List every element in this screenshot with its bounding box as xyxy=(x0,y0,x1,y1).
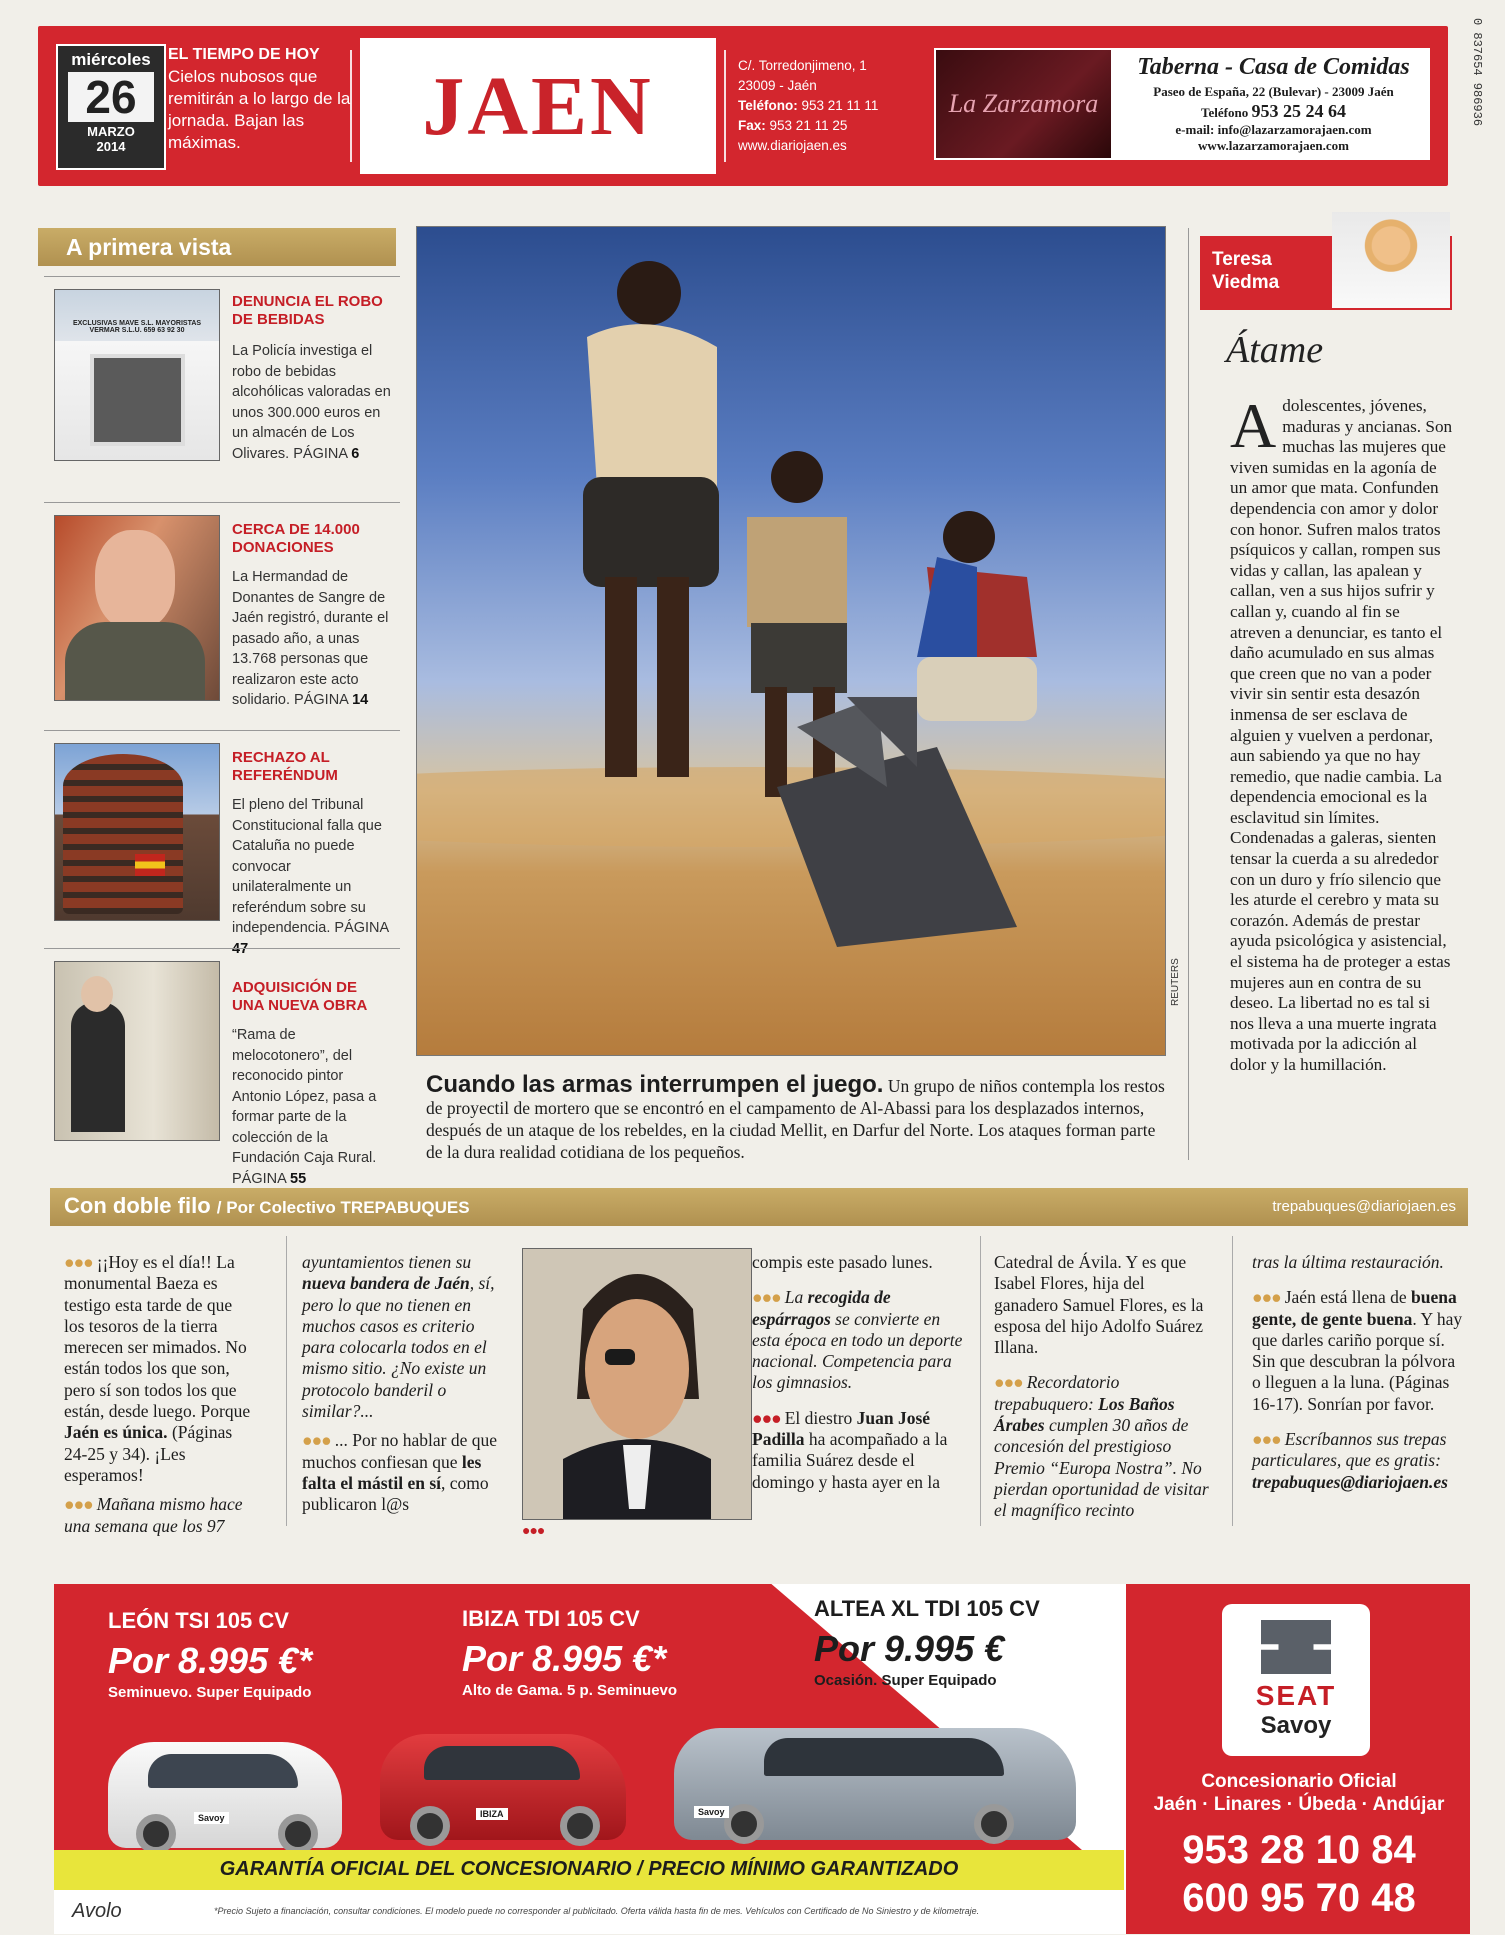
ad-footer xyxy=(54,1890,1124,1934)
paragraph-text: ... Por no hablar de que muchos confiesan que xyxy=(302,1430,498,1472)
photo-credit: REUTERS xyxy=(1170,958,1181,1006)
photo-dots xyxy=(522,1524,548,1540)
main-photo-darfur-children xyxy=(416,226,1166,1056)
teaser-body: El pleno del Tribunal Constitucional falla que Cataluña no puede convocar unilateralmente un referéndum sobre su independencia. PÁGINA xyxy=(232,797,389,936)
offer-model: LEÓN TSI 105 CV xyxy=(108,1608,289,1633)
trepabuques-column-1 xyxy=(64,1252,254,1537)
paragraph-bold: Juan José Padilla xyxy=(752,1407,931,1450)
paragraph-italic: , sí, pero lo que no tienen en muchos casos es criterio para colocarla todos en el mismo sitio. ¿No existe un protocolo banderil o similar?... xyxy=(302,1273,495,1422)
teaser-body: La Hermandad de Donantes de Sangre de Jaén registró, durante el pasado año, a unas 13.768 personas que realizaron este acto solidario. PÁGINA xyxy=(232,569,389,708)
portrait-illustration xyxy=(523,1249,751,1519)
seat-savoy-ad[interactable] xyxy=(54,1584,1470,1934)
column-divider xyxy=(1232,1236,1233,1526)
offer-price: Por 8.995 €* xyxy=(108,1640,313,1681)
paragraph-bold: recogida de espárragos xyxy=(752,1287,891,1329)
car-plate: IBIZA xyxy=(476,1808,508,1820)
author-photo xyxy=(1332,212,1450,308)
author-name: Teresa Viedma xyxy=(1212,249,1280,293)
paragraph-italic: Mañana mismo hace una semana que los 97 xyxy=(64,1494,243,1536)
lazarzamora-logo xyxy=(936,50,1111,158)
warehouse-photo xyxy=(54,289,220,461)
trepabuques-column-3 xyxy=(752,1252,964,1493)
dealer-phone-2[interactable]: 600 95 70 48 xyxy=(1182,1876,1416,1920)
trepabuques-column-5 xyxy=(1252,1252,1464,1493)
section-title-text: Con doble filo xyxy=(64,1193,211,1218)
taberna-email: e-mail: info@lazarzamorajaen.com xyxy=(1175,122,1372,137)
paragraph-text: Jaén está llena de xyxy=(1284,1287,1412,1308)
trepabuques-column-2 xyxy=(302,1252,508,1516)
taberna-title: Taberna - Casa de Comidas xyxy=(1137,54,1410,80)
contact-info xyxy=(738,56,958,156)
newspaper-logo: JAEN xyxy=(422,59,654,153)
teaser-title: RECHAZO AL REFERÉNDUM xyxy=(232,749,338,784)
teaser-item[interactable] xyxy=(44,276,400,502)
teaser-title: CERCA DE 14.000 DONACIONES xyxy=(232,521,360,556)
car-plate: Savoy xyxy=(694,1806,729,1818)
offer-sub: Alto de Gama. 5 p. Seminuevo xyxy=(462,1682,678,1699)
car-plate: Savoy xyxy=(194,1812,229,1824)
teaser-title: DENUNCIA EL ROBO DE BEBIDAS xyxy=(232,293,383,328)
children-illustration xyxy=(417,227,1165,1055)
donor-president-photo xyxy=(54,515,220,701)
teaser-body: “Rama de melocotonero”, del reconocido pintor Antonio López, pasa a formar parte de la colección de la Fundación Caja Rural. PÁGINA xyxy=(232,1027,377,1187)
offer-price: Por 9.995 € xyxy=(814,1628,1005,1669)
paragraph-italic: La xyxy=(784,1287,808,1308)
paragraph-italic: Escríbannos sus trepas particulares, que es gratis: xyxy=(1252,1429,1447,1471)
teaser-item[interactable] xyxy=(44,948,400,1187)
date-weekday: miércoles xyxy=(71,50,151,69)
seat-brand: SEAT xyxy=(1255,1680,1337,1711)
offer-altea xyxy=(814,1596,1040,1689)
weather-box xyxy=(168,46,378,154)
paragraph-italic: ayuntamientos tienen su xyxy=(302,1252,472,1272)
section-byline: / Por Colectivo TREPABUQUES xyxy=(216,1198,470,1217)
car-leon xyxy=(108,1742,342,1848)
bullet-dots: ●●● xyxy=(1252,1429,1281,1450)
address-line2: 23009 - Jaén xyxy=(738,78,817,93)
avolo-logo: Avolo xyxy=(72,1900,122,1922)
bullet-dots: ●●● xyxy=(64,1494,93,1515)
bullet-dots: ●●● xyxy=(752,1287,781,1308)
taberna-ad[interactable] xyxy=(934,48,1430,160)
teaser-page[interactable]: 55 xyxy=(290,1170,307,1187)
section-title xyxy=(64,1193,470,1219)
column-text: dolescentes, jóvenes, maduras y ancianas. Son muchas las mujeres que viven sumidas en la agonía de un amor que mata. Confunden dependencia con amor y dolor con honor. Sufren malos tratos psíquicos y callan, rompen sus vidas y callan, las apalean y callan, ven a sus hijos sufrir y callan y, cuando al fin se atreven a denunciar, es tanto el daño acumulado en sus almas que creen que no van a poder vivir sin sentir esta desazón inmensa de ser esclava de alguien y vuelven a perdonar, aun sabiendo ya que no hay remedio, que nadie cambia. La dependencia emocional es la esclavitud sin límites. Condenadas a galeras, sienten tensar la cuerda a su alrededor con un duro y frío silencio que les aturde el cerebro y mata su corazón. Además de prestar ayuda psicológica y asistencial, el sistema ha de proteger a estas mujeres aun en contra de su deseo. La libertad no es tal si nos lleva a una muerte ingrata motivada por la adicción al dolor y la humillación. xyxy=(1230,396,1453,1074)
section-header-a-primera-vista: A primera vista xyxy=(38,228,396,266)
paragraph-italic: se convierte en esta época en todo un deporte nacional. Competencia para los gimnasios. xyxy=(752,1308,963,1393)
bullet-dots: ●●● xyxy=(1252,1287,1281,1308)
guarantee-banner: GARANTÍA OFICIAL DEL CONCESIONARIO / PRECIO MÍNIMO GARANTIZADO xyxy=(54,1850,1124,1890)
paragraph-text: Catedral de Ávila. Y es que Isabel Flores, hija del ganadero Samuel Flores, es la esposa del hijo Adolfo Suárez Illana. xyxy=(994,1252,1204,1358)
ad-fine-print: *Precio Sujeto a financiación, consultar condiciones. El modelo puede no corresponder al publicitado. Oferta válida hasta fin de mes. Vehículos con Certificado de No Siniestro y de kilometraje. xyxy=(214,1906,980,1916)
painting-presentation-photo xyxy=(54,961,220,1141)
paragraph-text: El diestro xyxy=(784,1407,857,1428)
trepabuques-column-4 xyxy=(994,1252,1212,1522)
date-day: 26 xyxy=(68,72,154,122)
section-email[interactable]: trepabuques@diariojaen.es xyxy=(1272,1198,1456,1215)
bullet-dots: ●●● xyxy=(522,1524,545,1539)
offer-price: Por 8.995 €* xyxy=(462,1638,667,1679)
paragraph-text: , como publicaron l@s xyxy=(302,1472,489,1515)
paragraph-text: ha acompañado a la familia Suárez desde el domingo y hasta ayer en la xyxy=(752,1429,948,1492)
teaser-page[interactable]: 14 xyxy=(352,692,369,708)
paragraph-bold[interactable]: trepabuques@diariojaen.es xyxy=(1252,1471,1448,1492)
teaser-body: La Policía investiga el robo de bebidas alcohólicas valoradas en unos 300.000 euros en un almacén de Los Olivares. PÁGINA xyxy=(232,343,391,462)
lazarzamora-logo-text: La Zarzamora xyxy=(948,89,1099,118)
paragraph-text: compis este pasado lunes. xyxy=(752,1252,933,1272)
column-title: Átame xyxy=(1226,329,1324,371)
dealer-cities: Jaén · Linares · Úbeda · Andújar xyxy=(1153,1794,1445,1815)
offer-sub: Ocasión. Super Equipado xyxy=(814,1672,997,1689)
bullet-dots: ●●● xyxy=(302,1430,331,1451)
author-bar xyxy=(1200,236,1452,310)
caption-title: Cuando las armas interrumpen el juego. xyxy=(426,1071,884,1098)
seat-logo xyxy=(1222,1604,1370,1756)
masthead-divider xyxy=(724,50,726,162)
bullet-dots: ●●● xyxy=(752,1407,781,1428)
barcode-number: 0 837654 986936 xyxy=(1470,18,1484,127)
taberna-address: Paseo de España, 22 (Bulevar) - 23009 Jaén xyxy=(1153,84,1394,99)
taberna-phone: 953 25 24 64 xyxy=(1251,101,1346,121)
paragraph-bold: les falta el mástil en sí xyxy=(302,1451,482,1493)
paragraph-bold: Jaén es única. xyxy=(64,1422,168,1443)
column-divider xyxy=(286,1236,287,1526)
paragraph-bold: Los Baños Árabes xyxy=(994,1393,1175,1436)
offer-leon xyxy=(108,1608,312,1701)
bullet-dots: ●●● xyxy=(64,1252,93,1272)
teaser-page[interactable]: 6 xyxy=(351,445,360,462)
phone-label: Teléfono: xyxy=(738,98,798,113)
car-ibiza xyxy=(380,1734,626,1840)
paragraph-bold: buena gente, de gente buena xyxy=(1252,1287,1457,1329)
date-year: 2014 xyxy=(96,139,126,154)
date-box xyxy=(56,44,166,170)
paragraph-italic: tras la última restauración. xyxy=(1252,1252,1444,1272)
dealer-locations xyxy=(1126,1770,1470,1816)
phone-number: 953 21 11 11 xyxy=(801,98,879,113)
offer-model: ALTEA XL TDI 105 CV xyxy=(814,1596,1040,1621)
weather-text: Cielos nubosos que remitirán a lo largo de la jornada. Bajan las máximas. xyxy=(168,67,351,152)
warehouse-sign: EXCLUSIVAS MAVE S.L. MAYORISTAS VERMAR S.L.U. 659 63 92 30 xyxy=(72,320,202,334)
address-line1: C/. Torredonjimeno, 1 xyxy=(738,58,867,73)
dealer-name: Savoy xyxy=(1260,1712,1332,1739)
main-photo-caption xyxy=(426,1071,1176,1163)
dealer-phone-1[interactable]: 953 28 10 84 xyxy=(1182,1828,1416,1872)
taberna-text xyxy=(1121,54,1426,154)
seat-s-icon xyxy=(1261,1620,1331,1674)
fax-number: 953 21 11 25 xyxy=(769,118,848,133)
masthead xyxy=(38,26,1448,186)
offer-ibiza xyxy=(462,1606,677,1699)
paragraph-bold: nueva bandera de Jaén xyxy=(302,1273,470,1294)
column-body xyxy=(1230,390,1454,1076)
offer-sub: Seminuevo. Super Equipado xyxy=(108,1684,312,1701)
bullet-dots: ●●● xyxy=(994,1372,1023,1393)
teaser-title: ADQUISICIÓN DE UNA NUEVA OBRA xyxy=(232,979,368,1014)
teaser-item[interactable] xyxy=(44,730,400,957)
date-month: MARZO xyxy=(87,124,135,139)
fax-label: Fax: xyxy=(738,118,766,133)
tribunal-building-photo xyxy=(54,743,220,921)
logo-box xyxy=(360,38,716,174)
masthead-divider xyxy=(350,50,352,162)
website-link[interactable]: www.diariojaen.es xyxy=(738,138,847,153)
paragraph-text: ¡¡Hoy es el día!! La monumental Baeza es testigo esta tarde de que los tesoros de la tierra merecen ser mimados. No están todos los que son, pero sí son todos los que están, desde luego. Porque xyxy=(64,1252,251,1422)
seat-dealer-panel xyxy=(1126,1584,1470,1934)
offer-model: IBIZA TDI 105 CV xyxy=(462,1606,640,1631)
paragraph-italic: cumplen 30 años de concesión del prestigioso Premio “Europa Nostra”. No pierdan oportunidad de visitar el magnífico recinto xyxy=(994,1415,1209,1521)
paragraph-text: . Y hay que darles cariño porque sí. Sin que descubran la pólvora o lleguen a la luna. (Páginas 16-17). Sonrían por favor. xyxy=(1252,1308,1463,1414)
teaser-page[interactable]: 47 xyxy=(232,940,249,957)
drop-cap: A xyxy=(1230,390,1277,461)
caption-text: Un grupo de niños contempla los restos de proyectil de mortero que se encontró en el campamento de Al-Abassi para los desplazados internos, después de un ataque de los rebeldes, en la ciudad Mellit, en Darfur del Norte. Los ataques forman parte de la dura realidad cotidiana de los pequeños. xyxy=(426,1076,1165,1162)
juan-jose-padilla-photo xyxy=(522,1248,752,1520)
teaser-item[interactable] xyxy=(44,502,400,730)
column-divider xyxy=(980,1236,981,1526)
weather-title: EL TIEMPO DE HOY xyxy=(168,46,320,63)
paragraph-text: (Páginas 24-25 y 34). ¡Les esperamos! xyxy=(64,1422,233,1485)
paragraph-italic: Recordatorio trepabuquero: xyxy=(994,1372,1120,1414)
dealer-label: Concesionario Oficial xyxy=(1201,1771,1397,1792)
car-altea xyxy=(674,1728,1076,1840)
taberna-web: www.lazarzamorajaen.com xyxy=(1198,138,1349,153)
taberna-phone-label: Teléfono xyxy=(1201,105,1249,120)
section-header-con-doble-filo xyxy=(50,1188,1468,1226)
